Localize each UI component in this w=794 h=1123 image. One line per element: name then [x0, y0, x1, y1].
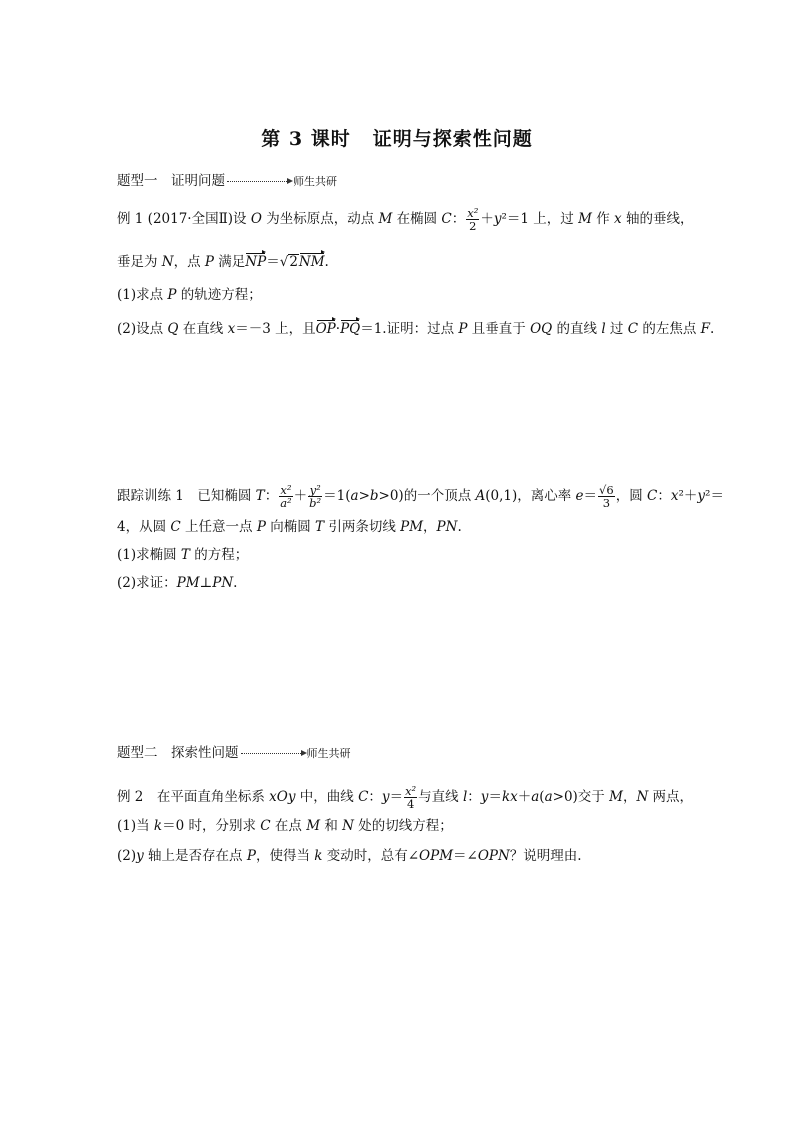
example-2-line-1: 例 2 在平面直角坐标系 xOy 中，曲线 C：y＝ $\frac{\text{x²}}{4}$ 与直线 l：y＝kx＋a(a>0)交于 M，N 两点，: [117, 784, 694, 812]
section-label: 题型二 探索性问题: [117, 745, 239, 761]
exercise-1-line-1: 跟踪训练 1 已知椭圆 T： $\frac{\text{x²}}{\text{a²}}$ ＋ $\frac{\text{y²}}{\text{b²}}$ ＝1(a>b>0)的一个顶点 A(0,1)，离心率 e＝ $\frac{√6}{3}$ ，圆 C：x²＋y²＝: [117, 483, 724, 511]
page-title: [0, 124, 794, 151]
example-2-question-1: (1)当 k＝0 时，分别求 C 在点 M 和 N 处的切线方程；: [117, 818, 453, 834]
section-label: 题型一 证明问题: [117, 173, 225, 189]
section-tag: 师生共研: [293, 175, 337, 188]
fraction: $\frac{\text{x²}}{2}$: [467, 206, 479, 234]
section-heading-2: [117, 747, 351, 761]
exercise-1-line-2: 4，从圆 C 上任意一点 P 向椭圆 T 引两条切线 PM，PN.: [117, 519, 462, 535]
vector-nm: NM: [298, 254, 325, 270]
exercise-1-question-1: (1)求椭圆 T 的方程；: [117, 547, 249, 563]
section-tag: 师生共研: [306, 747, 351, 760]
section-heading-1: [117, 175, 337, 189]
arrow-icon: [241, 753, 305, 754]
arrow-icon: [227, 181, 291, 182]
lesson-number: 第 3 课时: [261, 128, 351, 150]
fraction: $\frac{\text{x²}}{\text{a²}}$: [280, 483, 292, 511]
fraction: $\frac{\text{y²}}{\text{b²}}$: [309, 483, 322, 511]
exercise-1-question-2: (2)求证：PM⊥PN.: [117, 575, 238, 591]
example-1-question-2: (2)设点 Q 在直线 x＝－3 上，且OP·PQ＝1.证明：过点 P 且垂直于 OQ 的直线 l 过 C 的左焦点 F.: [117, 321, 715, 337]
lesson-topic: 证明与探索性问题: [372, 128, 533, 150]
fraction: $\frac{\text{x²}}{4}$: [405, 784, 417, 812]
example-1-line-1: 例 1 (2017·全国Ⅱ)设 O 为坐标原点，动点 M 在椭圆 C： $\frac{\text{x²}}{2}$ ＋y²＝1 上，过 M 作 x 轴的垂线，: [117, 206, 694, 234]
vector-pq: PQ: [340, 321, 361, 337]
sqrt: 2: [289, 254, 298, 270]
vector-op: OP: [315, 321, 336, 337]
vector-np: NP: [245, 254, 267, 270]
example-1-question-1: (1)求点 P 的轨迹方程；: [117, 287, 262, 303]
example-2-question-2: (2)y 轴上是否存在点 P，使得当 k 变动时，总有∠OPM＝∠OPN？说明理由.: [117, 848, 582, 864]
fraction: $\frac{√6}{3}$: [599, 483, 614, 511]
example-1-line-2: 垂足为 N，点 P 满足NP＝√2NM.: [117, 254, 329, 270]
